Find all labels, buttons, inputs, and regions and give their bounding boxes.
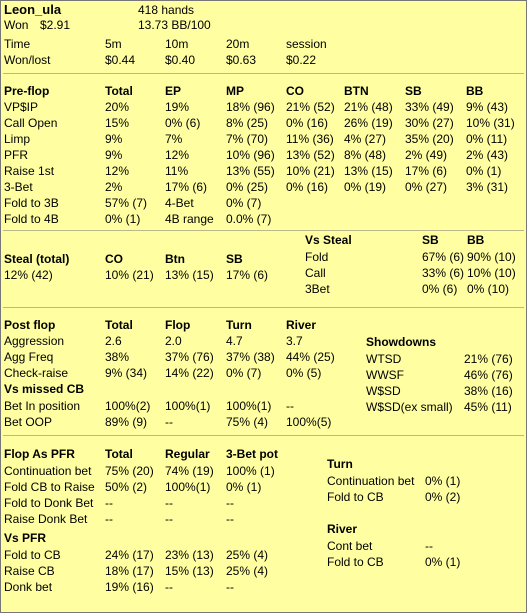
postflop-flop-cell: 14% (22) [165, 366, 214, 380]
postflop-label-cell: Aggression [4, 334, 65, 348]
flop-pfr-3bet-header: 3-Bet pot [226, 447, 278, 461]
flop-pfr-label-cell: Continuation bet [4, 464, 92, 478]
postflop-total-cell: 9% (34) [105, 366, 148, 380]
river-label: Fold to CB [327, 555, 384, 569]
time-10m: 10m [165, 37, 189, 51]
showdowns-header: Showdowns [366, 335, 436, 349]
postflop-total-cell: 2.6 [105, 334, 122, 348]
preflop-sb-cell: 17% (6) [405, 164, 448, 178]
vs-pfr-label-cell: Fold to CB [4, 548, 61, 562]
time-label: Time [4, 37, 31, 51]
vs-pfr-label-cell: Raise CB [4, 564, 55, 578]
preflop-total-cell: 15% [105, 116, 130, 130]
postflop-river-cell: 3.7 [286, 334, 303, 348]
vs-pfr-regular-cell: 23% (13) [165, 548, 214, 562]
vs-pfr-label-cell: Donk bet [4, 580, 53, 594]
col-bb-header: BB [466, 84, 484, 98]
preflop-ep-cell: 17% (6) [165, 180, 208, 194]
preflop-co-cell: 21% (52) [286, 100, 335, 114]
preflop-btn-cell: 4% (27) [344, 132, 387, 146]
vs-steal-bb-header: BB [467, 233, 485, 247]
steal-sb-val: 17% (6) [226, 268, 269, 282]
bet-ip-turn: 100%(1) [226, 399, 272, 413]
preflop-total-cell: 9% [105, 132, 123, 146]
fold-to-4b-label: Fold to 4B [4, 212, 59, 226]
showdown-val: 46% (76) [464, 368, 513, 382]
four-bet-label: 4-Bet [165, 196, 194, 210]
turn-header: Turn [327, 457, 353, 471]
preflop-sb-cell: 2% (49) [405, 148, 448, 162]
river-val: -- [425, 539, 433, 553]
preflop-total-cell: 2% [105, 180, 123, 194]
preflop-mp-cell: 13% (55) [226, 164, 275, 178]
preflop-ep-cell: 12% [165, 148, 190, 162]
preflop-co-cell: 0% (16) [286, 116, 329, 130]
bet-ip-river: -- [286, 399, 294, 413]
postflop-total-cell: 38% [105, 350, 130, 364]
preflop-total-cell: 12% [105, 164, 130, 178]
preflop-sb-cell: 35% (20) [405, 132, 454, 146]
preflop-co-cell: 13% (52) [286, 148, 335, 162]
flop-pfr-threebet-cell: 100% (1) [226, 464, 275, 478]
wonlost-10m: $0.40 [165, 53, 196, 67]
showdown-val: 38% (16) [464, 384, 513, 398]
turn-val: 0% (1) [425, 474, 461, 488]
bet-oop-flop: -- [165, 415, 173, 429]
steal-total-val: 12% (42) [4, 268, 53, 282]
showdown-label: WTSD [366, 352, 402, 366]
postflop-river-cell: 44% (25) [286, 350, 335, 364]
preflop-sb-cell: 33% (49) [405, 100, 454, 114]
preflop-label-cell: VP$IP [4, 100, 39, 114]
preflop-co-cell: 11% (36) [286, 132, 334, 146]
flop-pfr-label-cell: Raise Donk Bet [4, 512, 88, 526]
separator [3, 307, 524, 308]
flop-pfr-threebet-cell: -- [226, 496, 234, 510]
steal-total-header: Steal (total) [4, 252, 70, 266]
wonlost-label: Won/lost [4, 53, 51, 67]
wonlost-20m: $0.63 [226, 53, 257, 67]
fold-to-4b-total: 0% (1) [105, 212, 141, 226]
preflop-mp-cell: 7% (70) [226, 132, 269, 146]
steal-co-header: CO [105, 252, 123, 266]
preflop-btn-cell: 26% (19) [344, 116, 393, 130]
vs-pfr-threebet-cell: 25% (4) [226, 548, 269, 562]
bet-ip-flop: 100%(1) [165, 399, 211, 413]
steal-co-val: 10% (21) [105, 268, 154, 282]
vs-steal-sb-cell: 33% (6) [422, 266, 465, 280]
col-co-header: CO [286, 84, 304, 98]
separator [3, 73, 524, 74]
flop-pfr-regular-cell: 74% (19) [165, 464, 214, 478]
bb-per-100: 13.73 BB/100 [138, 18, 211, 32]
turn-label: Fold to CB [327, 490, 384, 504]
preflop-ep-cell: 11% [165, 164, 189, 178]
vs-steal-label: 3Bet [305, 282, 330, 296]
player-name: Leon_ula [4, 2, 62, 17]
four-bet-range-label: 4B range [165, 212, 214, 226]
flop-pfr-regular-cell: -- [165, 496, 173, 510]
postflop-label-cell: Agg Freq [4, 350, 54, 364]
river-label: Cont bet [327, 539, 373, 553]
col-sb-header: SB [405, 84, 422, 98]
turn-label: Continuation bet [327, 474, 415, 488]
flop-pfr-total-cell: 75% (20) [105, 464, 154, 478]
postflop-turn-cell: 4.7 [226, 334, 243, 348]
vs-steal-sb-cell: 0% (6) [422, 282, 458, 296]
preflop-label-cell: Limp [4, 132, 31, 146]
vs-steal-sb-cell: 67% (6) [422, 250, 465, 264]
preflop-btn-cell: 21% (48) [344, 100, 393, 114]
preflop-sb-cell: 0% (27) [405, 180, 448, 194]
flop-pfr-label-cell: Fold to Donk Bet [4, 496, 94, 510]
postflop-header: Post flop [4, 318, 56, 332]
preflop-bb-cell: 0% (1) [466, 164, 502, 178]
flop-pfr-regular-cell: 100%(1) [165, 480, 211, 494]
preflop-btn-cell: 13% (15) [344, 164, 393, 178]
bet-ip-label: Bet In position [4, 399, 81, 413]
flop-pfr-regular-header: Regular [165, 447, 210, 461]
postflop-label-cell: Check-raise [4, 366, 69, 380]
preflop-co-cell: 0% (16) [286, 180, 329, 194]
col-ep-header: EP [165, 84, 182, 98]
vs-pfr-header: Vs PFR [4, 531, 47, 545]
steal-sb-header: SB [226, 252, 243, 266]
won-amount: $2.91 [40, 18, 71, 32]
showdown-val: 21% (76) [464, 352, 513, 366]
col-btn-header: BTN [344, 84, 369, 98]
vs-pfr-threebet-cell: -- [226, 580, 234, 594]
preflop-total-cell: 20% [105, 100, 130, 114]
separator [3, 230, 524, 231]
vs-steal-header: Vs Steal [305, 233, 352, 247]
preflop-bb-cell: 0% (11) [466, 132, 508, 146]
preflop-bb-cell: 10% (31) [466, 116, 515, 130]
vs-steal-label: Fold [305, 250, 329, 264]
flop-pfr-header: Flop As PFR [4, 447, 75, 461]
flop-pfr-total-cell: -- [105, 496, 113, 510]
postflop-river-cell: 0% (5) [286, 366, 322, 380]
bet-ip-total: 100%(2) [105, 399, 151, 413]
vs-missed-cb-header: Vs missed CB [4, 382, 85, 396]
postflop-flop-cell: 37% (76) [165, 350, 214, 364]
fold-to-3b-label: Fold to 3B [4, 196, 59, 210]
wonlost-5m: $0.44 [105, 53, 136, 67]
flop-pfr-regular-cell: -- [165, 512, 173, 526]
bet-oop-total: 89% (9) [105, 415, 148, 429]
postflop-turn-cell: 0% (7) [226, 366, 262, 380]
time-5m: 5m [105, 37, 122, 51]
won-label: Won [4, 18, 29, 32]
preflop-bb-cell: 3% (31) [466, 180, 509, 194]
river-val: 0% (1) [425, 555, 461, 569]
preflop-btn-cell: 8% (48) [344, 148, 387, 162]
preflop-sb-cell: 30% (27) [405, 116, 454, 130]
preflop-total-cell: 9% [105, 148, 123, 162]
vs-steal-bb-cell: 90% (10) [467, 250, 516, 264]
turn-val: 0% (2) [425, 490, 461, 504]
vs-steal-bb-cell: 0% (10) [467, 282, 510, 296]
postflop-turn-header: Turn [226, 318, 252, 332]
four-bet-range-val: 0.0% (7) [226, 212, 272, 226]
steal-btn-val: 13% (15) [165, 268, 214, 282]
preflop-btn-cell: 0% (19) [344, 180, 387, 194]
showdown-val: 45% (11) [464, 400, 512, 414]
preflop-mp-cell: 18% (96) [226, 100, 275, 114]
vs-steal-sb-header: SB [422, 233, 439, 247]
preflop-mp-cell: 0% (25) [226, 180, 269, 194]
flop-pfr-threebet-cell: -- [226, 512, 234, 526]
hands-count: 418 hands [138, 3, 195, 17]
preflop-label-cell: Raise 1st [4, 164, 55, 178]
preflop-ep-cell: 0% (6) [165, 116, 201, 130]
flop-pfr-total-cell: 50% (2) [105, 480, 148, 494]
flop-pfr-label-cell: Fold CB to Raise [4, 480, 95, 494]
showdown-label: WWSF [366, 368, 404, 382]
vs-pfr-regular-cell: -- [165, 580, 173, 594]
vs-pfr-threebet-cell: 25% (4) [226, 564, 269, 578]
postflop-flop-cell: 2.0 [165, 334, 182, 348]
preflop-label-cell: PFR [4, 148, 28, 162]
col-mp-header: MP [226, 84, 244, 98]
bet-oop-turn: 75% (4) [226, 415, 269, 429]
steal-btn-header: Btn [165, 252, 185, 266]
vs-pfr-total-cell: 18% (17) [105, 564, 154, 578]
preflop-mp-cell: 10% (96) [226, 148, 275, 162]
vs-pfr-total-cell: 19% (16) [105, 580, 154, 594]
postflop-river-header: River [286, 318, 317, 332]
separator [3, 435, 524, 436]
preflop-mp-cell: 8% (25) [226, 116, 269, 130]
preflop-header: Pre-flop [4, 84, 50, 98]
river-header: River [327, 522, 358, 536]
four-bet-val: 0% (7) [226, 196, 262, 210]
bet-oop-river: 100%(5) [286, 415, 332, 429]
showdown-label: W$SD(ex small) [366, 400, 453, 414]
bet-oop-label: Bet OOP [4, 415, 53, 429]
vs-steal-bb-cell: 10% (10) [467, 266, 516, 280]
preflop-co-cell: 10% (21) [286, 164, 335, 178]
preflop-bb-cell: 9% (43) [466, 100, 509, 114]
vs-steal-label: Call [305, 266, 326, 280]
wonlost-session: $0.22 [286, 53, 317, 67]
postflop-flop-header: Flop [165, 318, 191, 332]
preflop-label-cell: 3-Bet [4, 180, 33, 194]
flop-pfr-threebet-cell: 0% (1) [226, 480, 262, 494]
time-20m: 20m [226, 37, 250, 51]
vs-pfr-regular-cell: 15% (13) [165, 564, 214, 578]
preflop-ep-cell: 7% [165, 132, 183, 146]
time-session: session [286, 37, 327, 51]
fold-to-3b-total: 57% (7) [105, 196, 148, 210]
flop-pfr-total-cell: -- [105, 512, 113, 526]
postflop-turn-cell: 37% (38) [226, 350, 275, 364]
preflop-ep-cell: 19% [165, 100, 190, 114]
vs-pfr-total-cell: 24% (17) [105, 548, 154, 562]
flop-pfr-total-header: Total [105, 447, 133, 461]
preflop-bb-cell: 2% (43) [466, 148, 509, 162]
col-total-header: Total [105, 84, 133, 98]
showdown-label: W$SD [366, 384, 401, 398]
preflop-label-cell: Call Open [4, 116, 58, 130]
postflop-total-header: Total [105, 318, 133, 332]
